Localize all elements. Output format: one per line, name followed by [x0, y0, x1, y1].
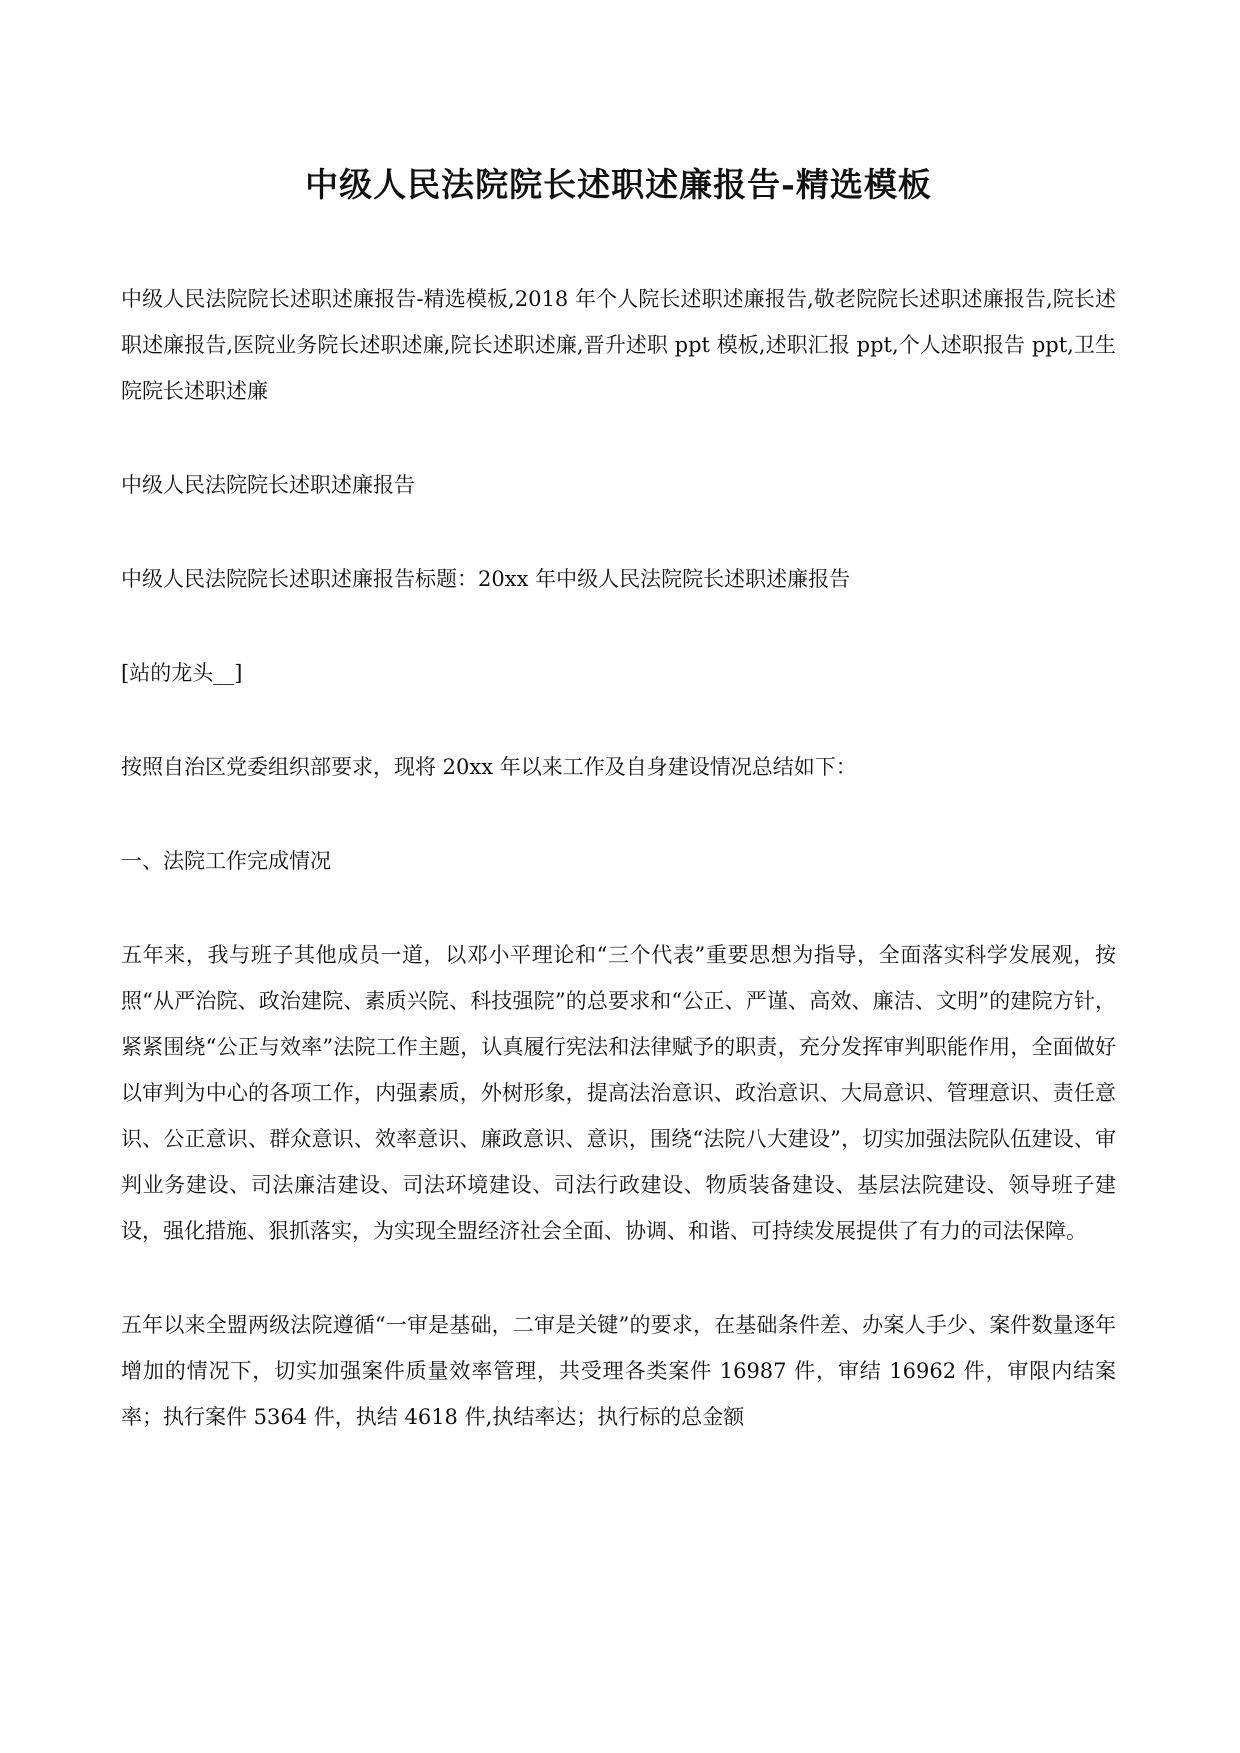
document-title: 中级人民法院院长述职述廉报告-精选模板 [305, 165, 932, 204]
paragraph-source: [站的龙头__] [121, 661, 243, 685]
document-body [121, 276, 1116, 1440]
paragraph-body: 五年来，我与班子其他成员一道，以邓小平理论和“三个代表”重要思想为指导，全面落实科学发展观，按照“从严治院、政治建院、素质兴院、科技强院”的总要求和“公正、严谨、高效、廉洁、文明”的建院方针，紧紧围绕“公正与效率”法院工作主题，认真履行宪法和法律赋予的职责，充分发挥审判职能作用，全面做好以审判为中心的各项工作，内强素质，外树形象，提高法治意识、政治意识、大局意识、管理意识、责任意识、公正意识、群众意识、效率意识、廉政意识、意识，围绕“法院八大建设”，切实加强法院队伍建设、审判业务建设、司法廉洁建设、司法环境建设、司法行政建设、物质装备建设、基层法院建设、领导班子建设，强化措施、狠抓落实，为实现全盟经济社会全面、协调、和谐、可持续发展提供了有力的司法保障。 [121, 943, 1116, 1243]
paragraph-subtitle: 中级人民法院院长述职述廉报告 [121, 473, 415, 497]
section-heading: 一、法院工作完成情况 [121, 849, 331, 873]
paragraph-intro: 按照自治区党委组织部要求，现将 20xx 年以来工作及自身建设情况总结如下： [121, 755, 857, 779]
paragraph-body: 五年以来全盟两级法院遵循“一审是基础，二审是关键”的要求，在基础条件差、办案人手少、案件数量逐年增加的情况下，切实加强案件质量效率管理，共受理各类案件 16987 件，审结 16962 件，审限内结案率；执行案件 5364 件，执结 4618 件,执结率达；执行标的总金额 [121, 1313, 1116, 1429]
paragraph-report-title: 中级人民法院院长述职述廉报告标题：20xx 年中级人民法院院长述职述廉报告 [121, 567, 851, 591]
paragraph-keywords: 中级人民法院院长述职述廉报告-精选模板,2018 年个人院长述职述廉报告,敬老院院长述职述廉报告,院长述职述廉报告,医院业务院长述职述廉,院长述职述廉,晋升述职 ppt 模板,述职汇报 ppt,个人述职报告 ppt,卫生院院长述职述廉 [121, 287, 1116, 403]
